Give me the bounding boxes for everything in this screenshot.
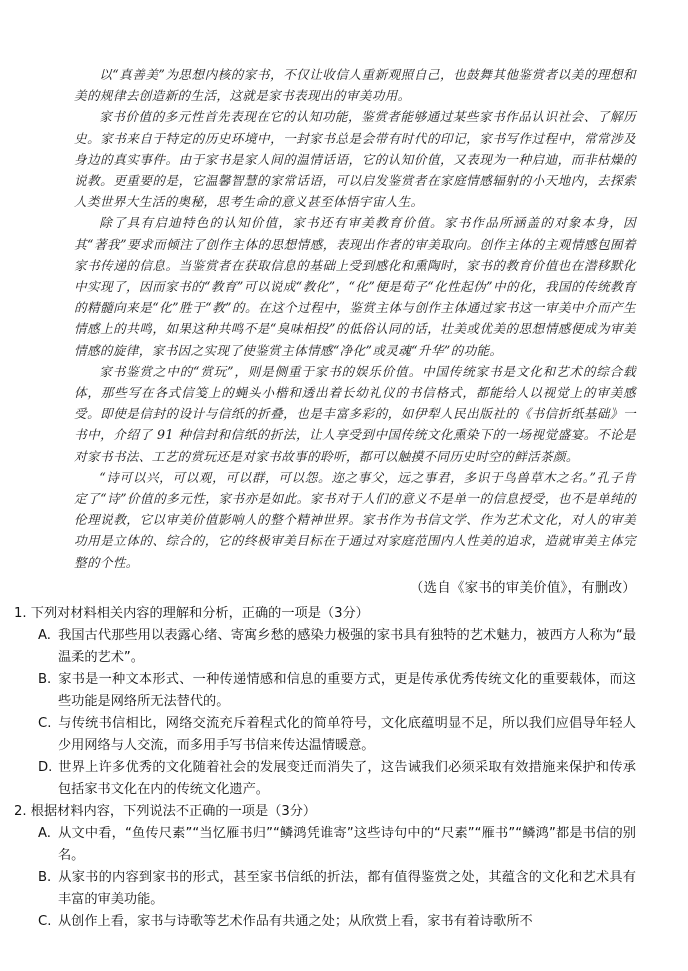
question-stem: 1. 下列对材料相关内容的理解和分析，正确的一项是（3分） <box>14 605 369 621</box>
option-text: 从创作上看，家书与诗歌等艺术作品有共通之处；从欣赏上看，家书有着诗歌所不 <box>58 913 533 929</box>
option-text: 世界上许多优秀的文化随着社会的发展变迁而消失了，这告诫我们必须采取有效措施来保护和传承包括家书文化在内的传统文化遗产。 <box>58 759 636 797</box>
question-stem: 2. 根据材料内容，下列说法不正确的一项是（3分） <box>14 803 317 819</box>
option-text: 从文中看，“鱼传尺素”“当忆雁书归”“鳞鸿凭谁寄”这些诗句中的“尺素”“雁书”“鳞鸿”都是书信的别名。 <box>58 825 636 863</box>
option-c <box>38 911 636 933</box>
option-a <box>38 823 636 867</box>
option-b <box>38 669 636 713</box>
question-1 <box>14 603 636 801</box>
article <box>74 64 636 599</box>
article-paragraph: 家书价值的多元性首先表现在它的认知功能，鉴赏者能够通过某些家书作品认识社会、了解历史。家书来自于特定的历史环境中，一封家书总是会带有时代的印记，家书写作过程中，常常涉及身边的真实事件。由于家书是家人间的温情话语，它的认知价值，又表现为一种启迪，而非枯燥的说教。更重要的是，它温馨智慧的家常话语，可以启发鉴赏者在家庭情感辐射的小天地内，去探索人类世界大生活的奥秘，思考生命的意义甚至体悟宇宙人生。 <box>74 109 636 210</box>
option-a <box>38 625 636 669</box>
option-text: 与传统书信相比，网络交流充斥着程式化的简单符号，文化底蕴明显不足，所以我们应倡导年轻人少用网络与人交流，而多用手写书信来传达温情暖意。 <box>58 715 636 753</box>
option-text: 从家书的内容到家书的形式，甚至家书信纸的折法，都有值得鉴赏之处，其蕴含的文化和艺术具有丰富的审美功能。 <box>58 869 636 907</box>
article-paragraph: 除了具有启迪特色的认知价值，家书还有审美教育价值。家书作品所涵盖的对象本身，因其“著我”要求而倾注了创作主体的思想情感，表现出作者的审美取向。创作主体的主观情感包囿着家书传递的信息。当鉴赏者在获取信息的基础上受到感化和熏陶时，家书的教育价值也在潜移默化中实现了，因而家书的“教育”可以说成“教化”，“化”便是荀子“化性起伪”中的化，我国的传统教育的精髓向来是“化”胜于“教”的。在这个过程中，鉴赏主体与创作主体通过家书这一审美中介而产生情感上的共鸣，如果这种共鸣不是“臭味相投”的低俗认同的话，壮美或优美的思想情感便成为审美情感的旋律，家书因之实现了使鉴赏主体情感“净化”或灵魂“升华”的功能。 <box>74 215 636 358</box>
option-label: C. <box>38 715 52 731</box>
article-paragraph: “诗可以兴，可以观，可以群，可以怨。迩之事父，远之事君，多识于鸟兽草木之名。”孔子肯定了“诗”价值的多元性，家书亦是如此。家书对于人们的意义不是单一的信息授受，也不是单纯的伦理说教，它以审美价值影响人的整个精神世界。家书作为书信文学、作为艺术文化，对人的审美功用是立体的、综合的，它的终极审美目标在于通过对家庭范围内人性美的追求，造就审美主体完整的个性。 <box>74 469 636 570</box>
option-label: A. <box>38 627 51 643</box>
option-label: C. <box>38 913 52 929</box>
option-b <box>38 867 636 911</box>
questions <box>14 603 636 933</box>
question-2 <box>14 801 636 933</box>
option-d <box>38 757 636 801</box>
article-paragraph: 以“真善美”为思想内核的家书，不仅让收信人重新观照自己，也鼓舞其他鉴赏者以美的理想和美的规律去创造新的生活，这就是家书表现出的审美功用。 <box>74 67 636 104</box>
option-label: B. <box>38 869 52 885</box>
option-c <box>38 713 636 757</box>
article-paragraph: 家书鉴赏之中的“赏玩”，则是侧重于家书的娱乐价值。中国传统家书是文化和艺术的综合载体，那些写在各式信笺上的蝇头小楷和透出着长幼礼仪的书信格式，都能给人以视觉上的审美感受。即使是信封的设计与信纸的折叠，也是丰富多彩的，如伊犁人民出版社的《书信折纸基础》一书中，介绍了 91 种信封和信纸的折法，让人享受到中国传统文化熏染下的一场视觉盛宴。不论是对家书书法、工艺的赏玩还是对家书故事的聆听，都可以触摸不同历史时空的鲜活茶颜。 <box>74 363 636 464</box>
option-text: 我国古代那些用以表露心绪、寄寓乡愁的感染力极强的家书具有独特的艺术魅力，被西方人称为“最温柔的艺术”。 <box>58 627 636 665</box>
option-label: D. <box>38 759 53 775</box>
article-source: （选自《家书的审美价值》，有删改） <box>409 579 636 596</box>
option-text: 家书是一种文本形式、一种传递情感和信息的重要方式，更是传承优秀传统文化的重要载体，而这些功能是网络所无法替代的。 <box>58 671 636 709</box>
option-label: A. <box>38 825 51 841</box>
option-label: B. <box>38 671 52 687</box>
